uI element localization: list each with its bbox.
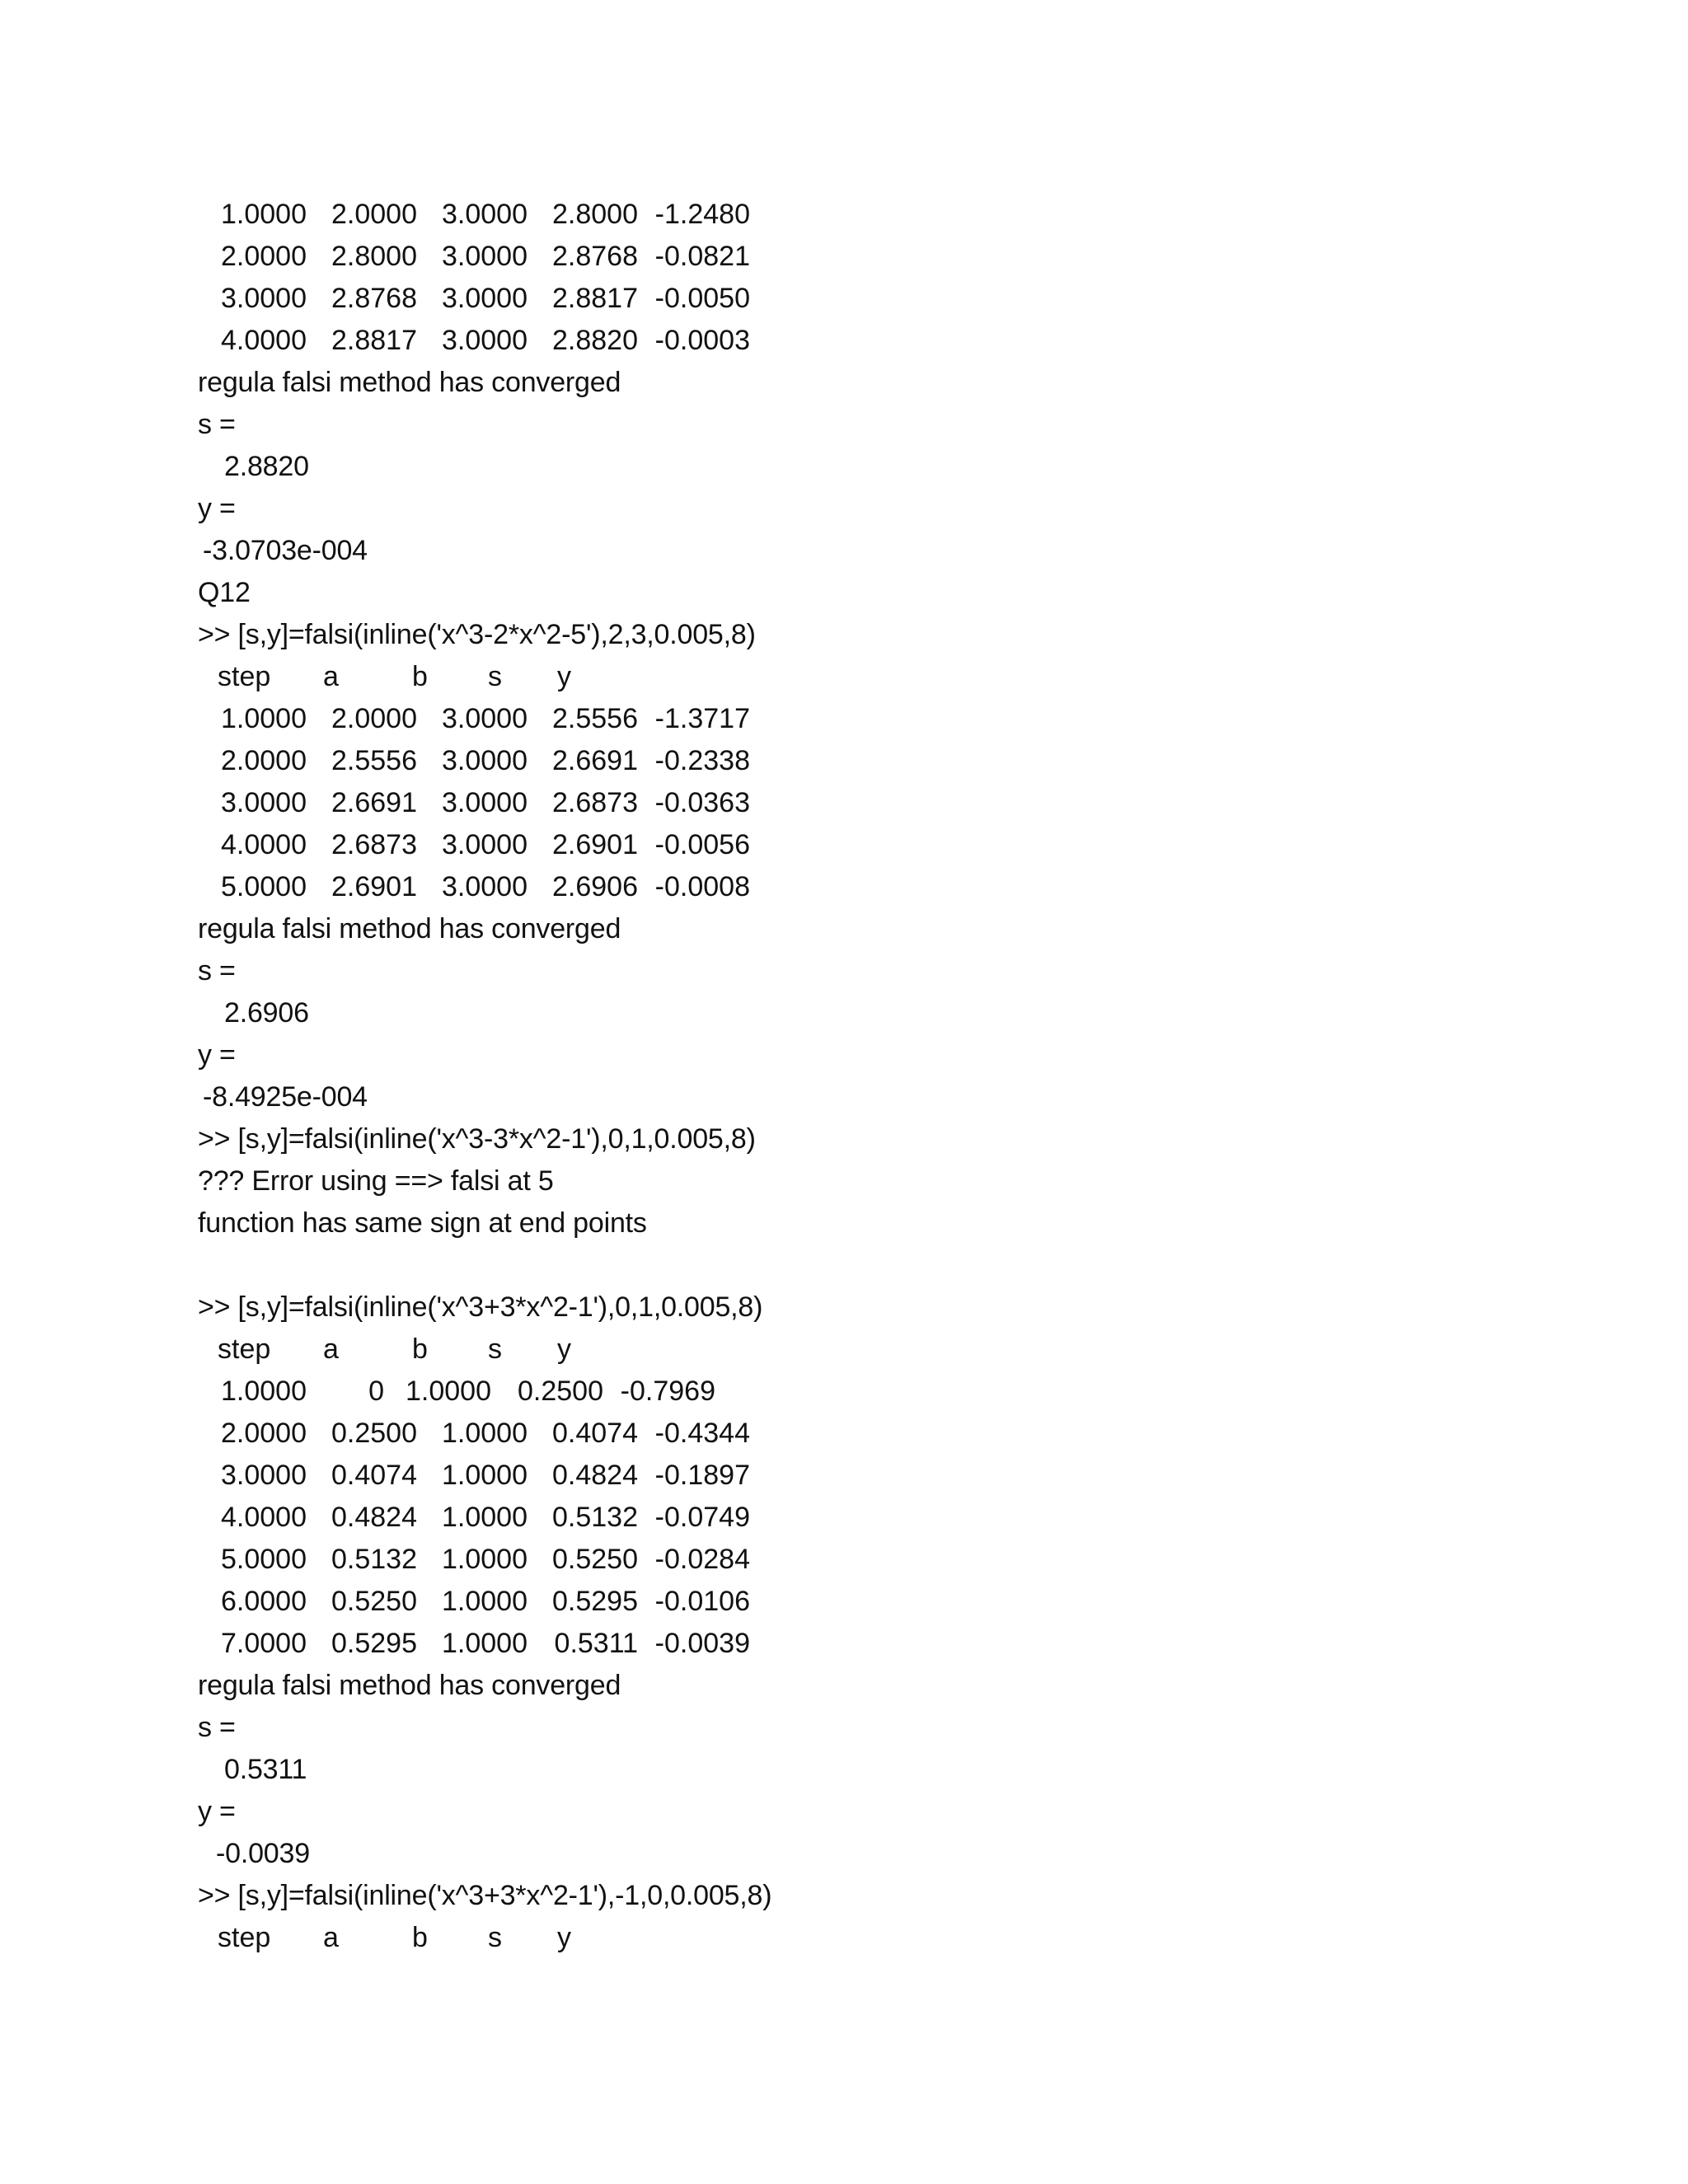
question-label: Q12: [198, 577, 251, 608]
table3-row: [0, 1501, 824, 1534]
cell-y: -0.4344: [654, 1418, 750, 1449]
cell-a: 2.0000: [331, 199, 417, 230]
cell-b: 1.0000: [406, 1376, 491, 1407]
y-value: -3.0703e-004: [203, 535, 368, 566]
table3-row: [0, 1543, 824, 1576]
cell-a: 0.5132: [331, 1544, 417, 1575]
converged-message: regula falsi method has converged: [198, 1670, 621, 1701]
header-step: step: [218, 1922, 271, 1953]
s-label: s =: [198, 1712, 236, 1743]
table2-row: [0, 786, 824, 819]
header-s: s: [488, 1333, 502, 1365]
cell-a: 0.5250: [331, 1586, 417, 1617]
cell-s: 0.5132: [552, 1502, 638, 1533]
cell-step: 2.0000: [221, 1418, 307, 1449]
header-s: s: [488, 661, 502, 692]
cell-b: 1.0000: [442, 1544, 528, 1575]
y-value: -8.4925e-004: [203, 1081, 368, 1113]
cell-a: 2.8000: [331, 241, 417, 272]
y-label: y =: [198, 1039, 236, 1071]
cell-y: -0.0039: [654, 1628, 750, 1659]
header-b: b: [412, 661, 428, 692]
cell-s: 0.4074: [552, 1418, 638, 1449]
table3-row: [0, 1459, 824, 1492]
cell-a: 2.6691: [331, 787, 417, 818]
table3-row: [0, 1585, 824, 1618]
table2-row: [0, 828, 824, 861]
y-value: -0.0039: [216, 1838, 310, 1869]
cell-a: 0: [368, 1376, 384, 1407]
cell-b: 3.0000: [442, 787, 528, 818]
cell-y: -0.0008: [654, 871, 750, 902]
cell-a: 2.8768: [331, 283, 417, 314]
cell-step: 3.0000: [221, 1460, 307, 1491]
cell-b: 3.0000: [442, 283, 528, 314]
cell-b: 3.0000: [442, 829, 528, 860]
cell-step: 4.0000: [221, 325, 307, 356]
cell-b: 1.0000: [442, 1502, 528, 1533]
cell-s: 2.8768: [552, 241, 638, 272]
cell-s: 0.4824: [552, 1460, 638, 1491]
cell-step: 2.0000: [221, 241, 307, 272]
cell-b: 3.0000: [442, 199, 528, 230]
cell-y: -1.2480: [654, 199, 750, 230]
cell-step: 5.0000: [221, 1544, 307, 1575]
header-y: y: [557, 1333, 571, 1365]
table3-row: [0, 1627, 824, 1660]
table1-row: [0, 240, 824, 273]
header-y: y: [557, 1922, 571, 1953]
cell-a: 2.5556: [331, 745, 417, 776]
table3-row: [0, 1417, 824, 1450]
table-header: [0, 1333, 824, 1366]
cell-step: 4.0000: [221, 829, 307, 860]
cell-s: 0.5250: [552, 1544, 638, 1575]
cell-y: -1.3717: [654, 703, 750, 734]
header-b: b: [412, 1333, 428, 1365]
cell-s: 2.8817: [552, 283, 638, 314]
header-step: step: [218, 661, 271, 692]
header-s: s: [488, 1922, 502, 1953]
table3-row: [0, 1375, 824, 1408]
table2-row: [0, 870, 824, 903]
cell-a: 0.2500: [331, 1418, 417, 1449]
cell-s: 2.8820: [552, 325, 638, 356]
cell-step: 5.0000: [221, 871, 307, 902]
cell-b: 1.0000: [442, 1586, 528, 1617]
cell-s: 2.8000: [552, 199, 638, 230]
cell-s: 2.6873: [552, 787, 638, 818]
cell-b: 3.0000: [442, 745, 528, 776]
cell-y: -0.0056: [654, 829, 750, 860]
cell-a: 2.6901: [331, 871, 417, 902]
cell-y: -0.0106: [654, 1586, 750, 1617]
cell-s: 2.6691: [552, 745, 638, 776]
cell-y: -0.0050: [654, 283, 750, 314]
cell-step: 4.0000: [221, 1502, 307, 1533]
s-value: 0.5311: [224, 1754, 307, 1785]
cell-a: 0.5295: [331, 1628, 417, 1659]
command-line: >> [s,y]=falsi(inline('x^3-3*x^2-1'),0,1,0.005,8): [198, 1123, 756, 1155]
converged-message: regula falsi method has converged: [198, 913, 621, 944]
cell-b: 3.0000: [442, 871, 528, 902]
error-message: ??? Error using ==> falsi at 5: [198, 1165, 554, 1197]
cell-a: 2.6873: [331, 829, 417, 860]
s-label: s =: [198, 409, 236, 440]
cell-s: 0.5295: [552, 1586, 638, 1617]
cell-step: 6.0000: [221, 1586, 307, 1617]
cell-step: 2.0000: [221, 745, 307, 776]
cell-b: 1.0000: [442, 1418, 528, 1449]
header-y: y: [557, 661, 571, 692]
cell-y: -0.0003: [654, 325, 750, 356]
header-a: a: [323, 1922, 339, 1953]
cell-b: 1.0000: [442, 1460, 528, 1491]
cell-step: 7.0000: [221, 1628, 307, 1659]
cell-s: 2.6901: [552, 829, 638, 860]
cell-a: 2.0000: [331, 703, 417, 734]
cell-s: 0.2500: [518, 1376, 603, 1407]
error-detail: function has same sign at end points: [198, 1207, 647, 1239]
cell-step: 1.0000: [221, 1376, 307, 1407]
cell-step: 1.0000: [221, 703, 307, 734]
table1-row: [0, 324, 824, 357]
cell-y: -0.0284: [654, 1544, 750, 1575]
y-label: y =: [198, 493, 236, 524]
s-value: 2.6906: [224, 997, 309, 1029]
command-line: >> [s,y]=falsi(inline('x^3-2*x^2-5'),2,3,0.005,8): [198, 619, 756, 650]
y-label: y =: [198, 1796, 236, 1827]
table1-row: [0, 282, 824, 315]
table-header: [0, 1921, 824, 1954]
header-b: b: [412, 1922, 428, 1953]
cell-step: 3.0000: [221, 787, 307, 818]
cell-y: -0.0749: [654, 1502, 750, 1533]
cell-b: 3.0000: [442, 325, 528, 356]
cell-b: 3.0000: [442, 703, 528, 734]
cell-y: -0.0821: [654, 241, 750, 272]
cell-a: 0.4824: [331, 1502, 417, 1533]
table1-row: [0, 198, 824, 231]
table2-row: [0, 744, 824, 777]
cell-a: 2.8817: [331, 325, 417, 356]
command-line: >> [s,y]=falsi(inline('x^3+3*x^2-1'),-1,0,0.005,8): [198, 1880, 772, 1911]
table-header: [0, 660, 824, 693]
cell-s: 2.6906: [552, 871, 638, 902]
cell-y: -0.7969: [620, 1376, 715, 1407]
cell-b: 1.0000: [442, 1628, 528, 1659]
header-a: a: [323, 661, 339, 692]
cell-s: 2.5556: [552, 703, 638, 734]
cell-y: -0.2338: [654, 745, 750, 776]
s-label: s =: [198, 955, 236, 987]
cell-s: 0.5311: [554, 1628, 638, 1659]
header-step: step: [218, 1333, 271, 1365]
cell-y: -0.0363: [654, 787, 750, 818]
cell-step: 3.0000: [221, 283, 307, 314]
cell-step: 1.0000: [221, 199, 307, 230]
s-value: 2.8820: [224, 451, 309, 482]
header-a: a: [323, 1333, 339, 1365]
cell-y: -0.1897: [654, 1460, 750, 1491]
cell-b: 3.0000: [442, 241, 528, 272]
command-line: >> [s,y]=falsi(inline('x^3+3*x^2-1'),0,1,0.005,8): [198, 1291, 763, 1323]
table2-row: [0, 702, 824, 735]
converged-message: regula falsi method has converged: [198, 367, 621, 398]
cell-a: 0.4074: [331, 1460, 417, 1491]
